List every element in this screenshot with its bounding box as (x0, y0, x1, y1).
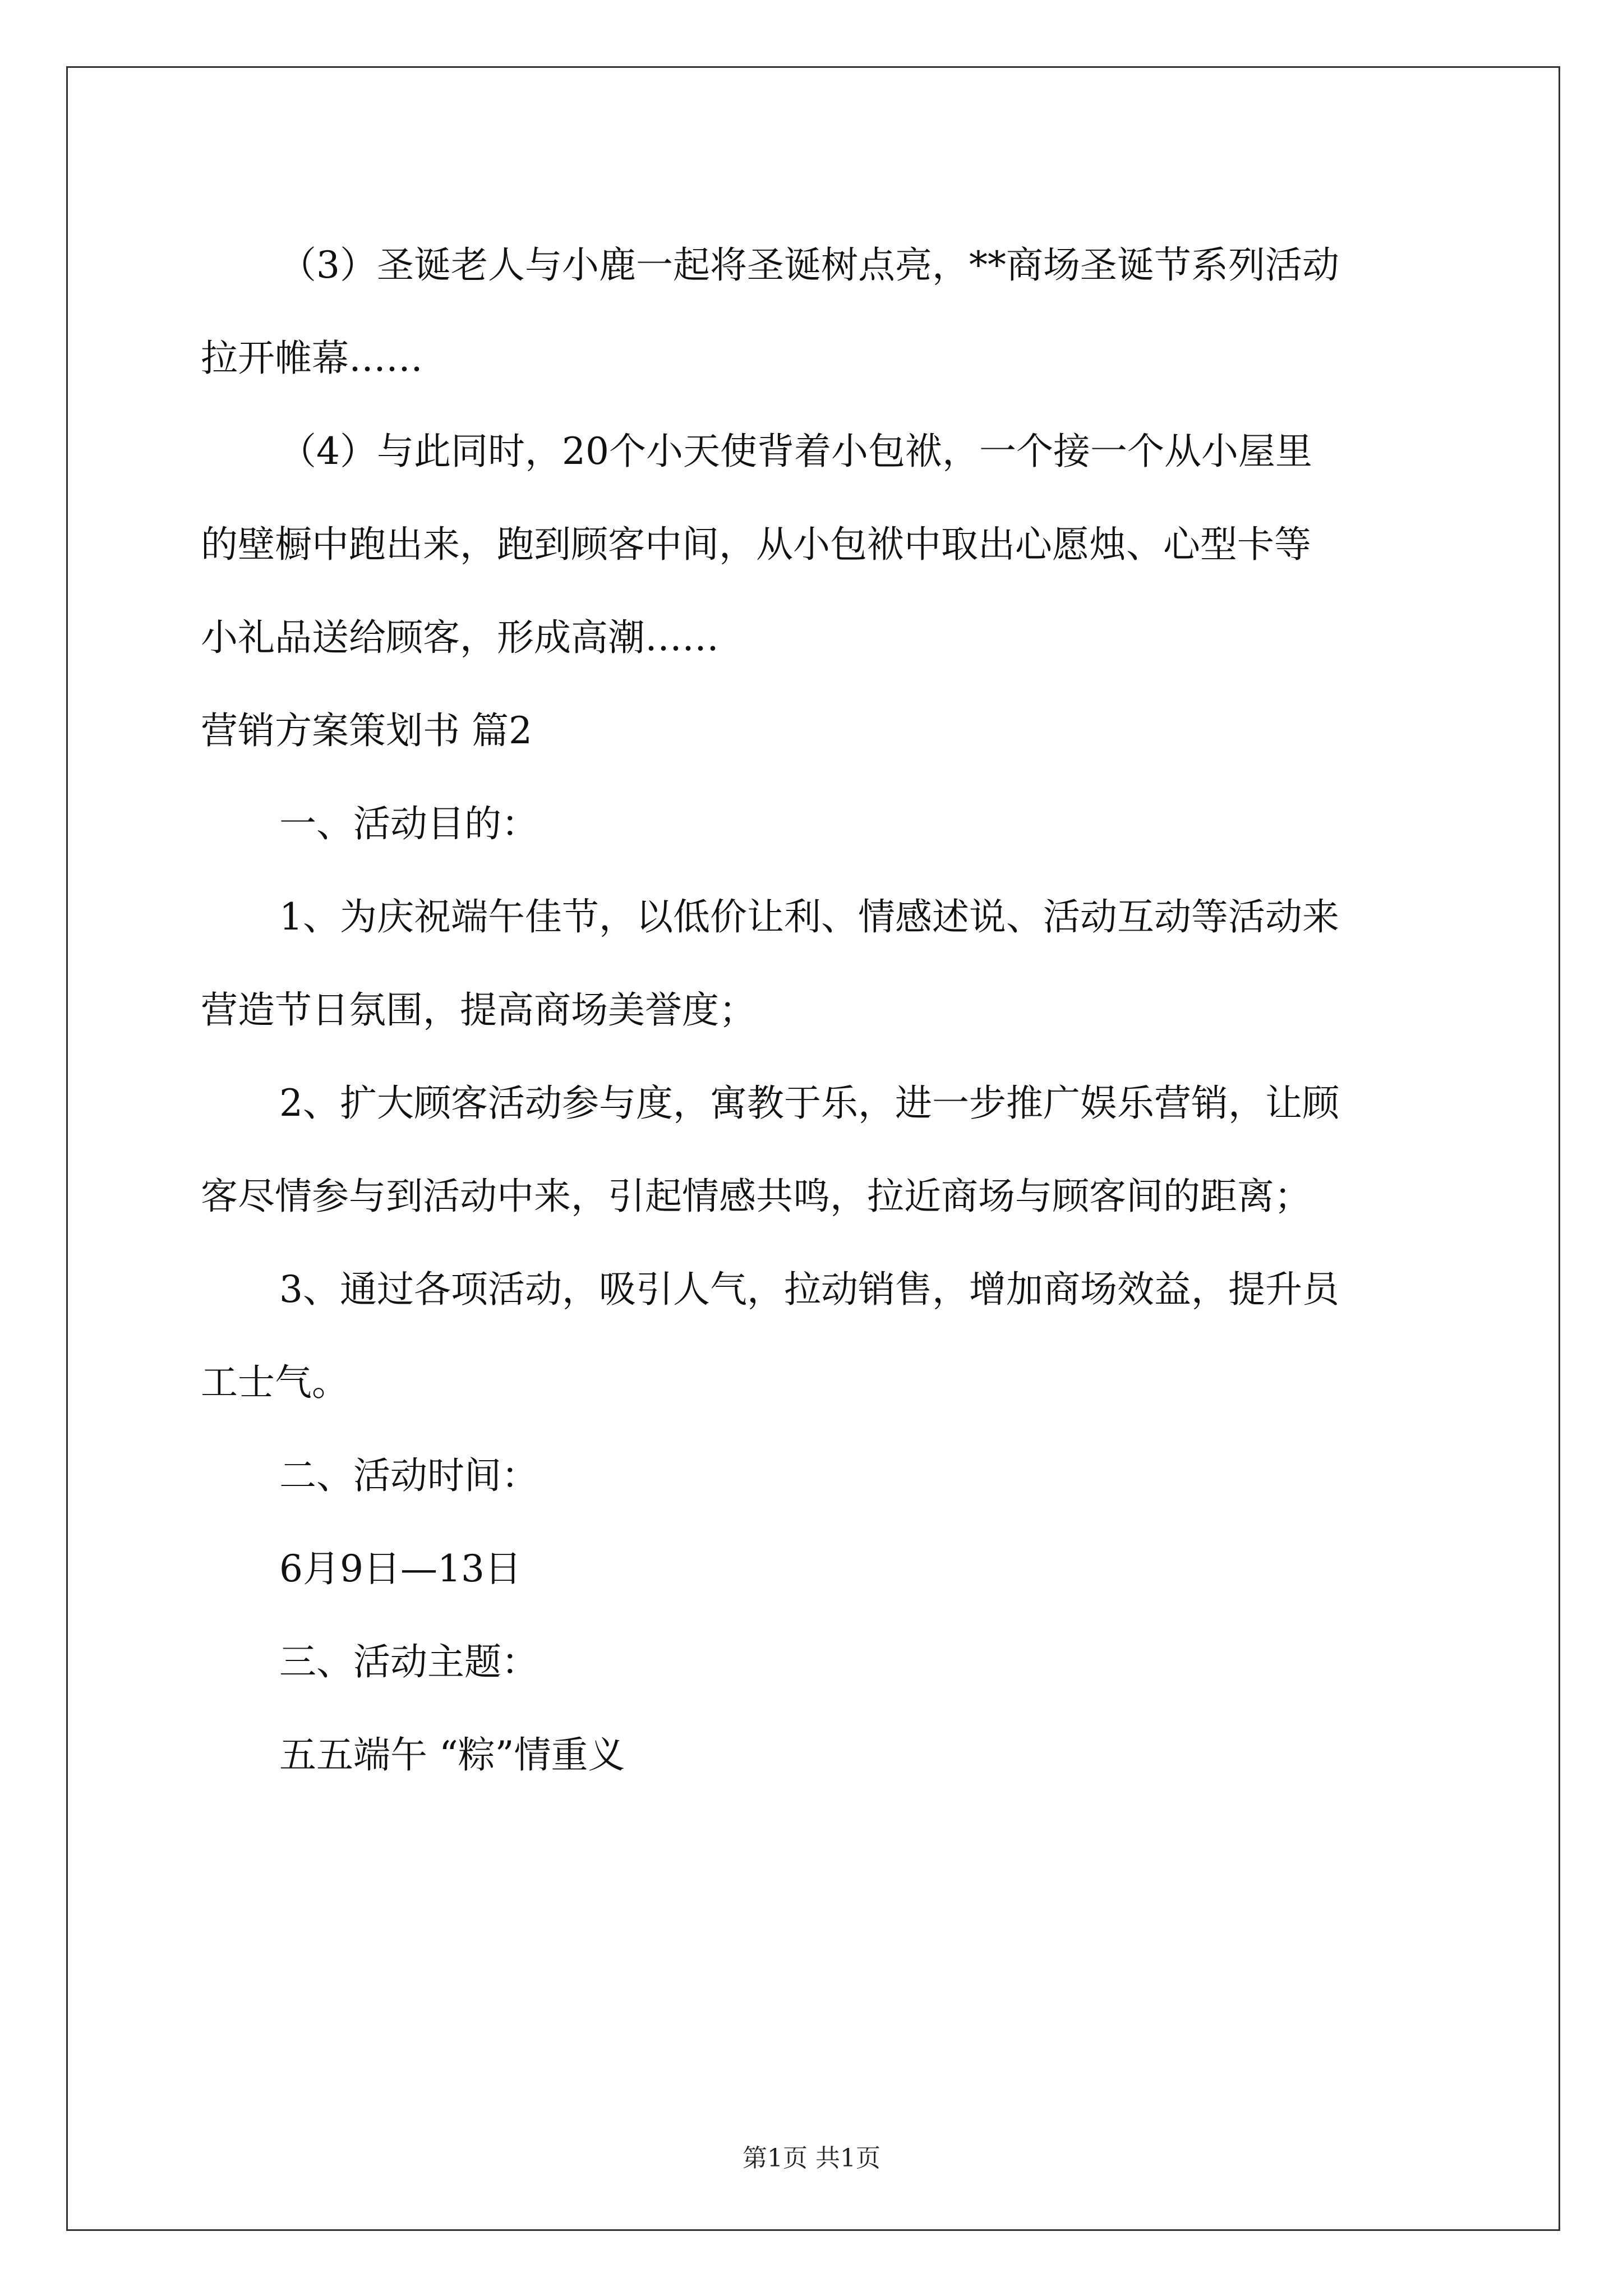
heading-time: 二、活动时间： (279, 1454, 538, 1497)
paragraph-line: 营造节日氛围，提高商场美誉度； (201, 988, 756, 1032)
document-body (201, 219, 1435, 1802)
paragraph-line: 1、为庆祝端午佳节，以低价让利、情感述说、活动互动等活动来 (279, 895, 1339, 938)
date-range: 6月9日—13日 (279, 1547, 522, 1590)
heading-purpose: 一、活动目的： (279, 802, 538, 845)
paragraph-line: （3）圣诞老人与小鹿一起将圣诞树点亮，**商场圣诞节系列活动 (279, 243, 1339, 287)
page-footer: 第1页 共1页 (743, 2144, 880, 2173)
theme-text: 五五端午 “粽”情重义 (279, 1733, 625, 1777)
paragraph-line: 拉开帷幕…… (201, 337, 423, 380)
section-title: 营销方案策划书 篇2 (201, 709, 532, 752)
heading-theme: 三、活动主题： (279, 1640, 538, 1683)
paragraph-line: 的壁橱中跑出来，跑到顾客中间，从小包袱中取出心愿烛、心型卡等 (201, 523, 1311, 566)
paragraph-line: 客尽情参与到活动中来，引起情感共鸣，拉近商场与顾客间的距离； (201, 1175, 1311, 1218)
paragraph-line: 小礼品送给顾客，形成高潮…… (201, 616, 719, 659)
paragraph-line: 3、通过各项活动，吸引人气，拉动销售，增加商场效益，提升员 (279, 1268, 1339, 1311)
paragraph-line: 工士气。 (201, 1361, 349, 1404)
paragraph-line: 2、扩大顾客活动参与度，寓教于乐，进一步推广娱乐营销，让顾 (279, 1082, 1339, 1125)
paragraph-line: （4）与此同时，20个小天使背着小包袱，一个接一个从小屋里 (279, 430, 1312, 473)
